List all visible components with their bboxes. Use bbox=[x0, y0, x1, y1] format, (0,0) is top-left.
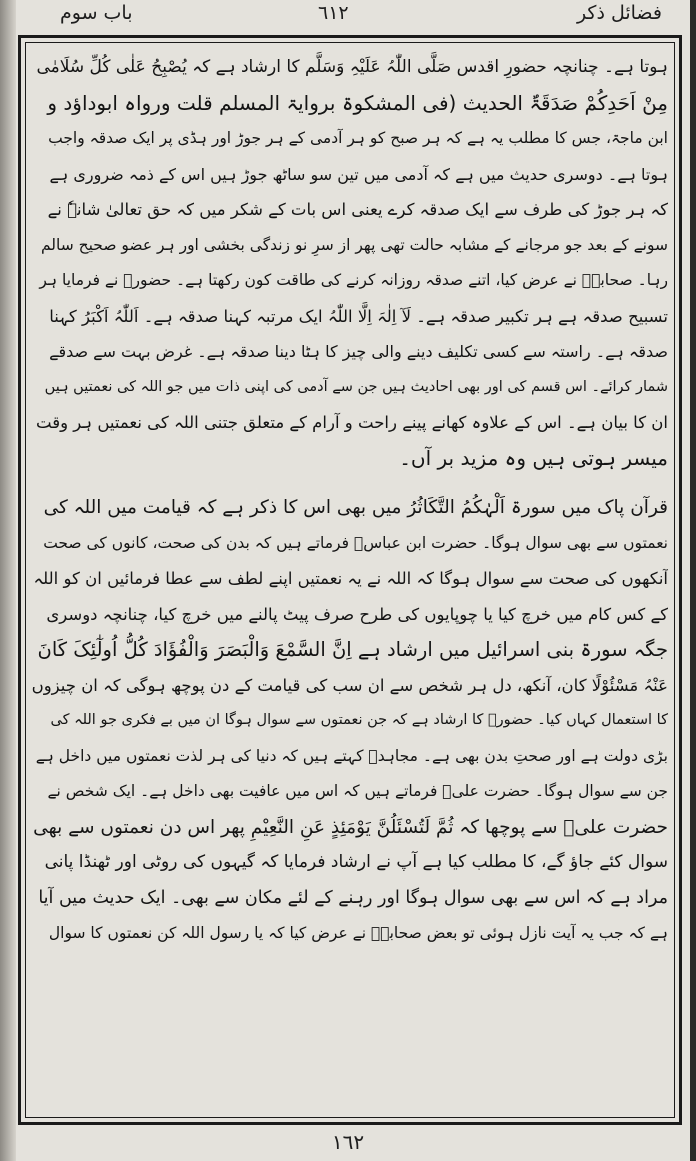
text-line: کے کس کام میں خرچ کیا یا چوپایوں کی طرح صرف پیٹ پالنے میں خرچ کیا، چنانچہ دوسری bbox=[46, 604, 668, 624]
text-line: ہوتا ہے۔ دوسری حدیث میں ہے کہ آدمی میں تین سو ساٹھ جوڑ ہیں اس کے ذمہ ضروری ہے bbox=[49, 164, 668, 184]
text-line: کہ ہر جوڑ کی طرف سے ایک صدقہ کرے یعنی اس بات کے شکر میں کہ حق تعالیٰ شانہٗ نے bbox=[47, 200, 668, 219]
text-line: مراد ہے کہ اس سے بھی سوال ہوگا اور رہنے کے لئے مکان سے بھی۔ ایک حدیث میں آیا bbox=[38, 887, 668, 908]
text-line: حضرت علیؓ سے پوچھا کہ ثُمَّ لَتُسْئَلُنَّ یَوْمَئِذٍ عَنِ النَّعِیْمِ پھر اس دن نعمتوں سے بھی bbox=[33, 816, 668, 838]
text-line: نعمتوں سے بھی سوال ہوگا۔ حضرت ابن عباسؓ فرماتے ہیں کہ بدن کی صحت، کانوں کی صحت bbox=[43, 533, 668, 552]
text-line: ہوتا ہے۔ چنانچہ حضورِ اقدس صَلَّی اللّٰہُ عَلَیْہِ وَسَلَّم کا ارشاد ہے کہ یُصْبِحُ عَلٰی کُلِّ سُلَامٰی bbox=[36, 57, 668, 77]
text-line: سونے کے بعد جو مرجانے کے مشابہ حالت تھی پھر از سرِ نو زندگی بخشی اور ہر عضو صحیح سالم bbox=[40, 235, 668, 254]
text-line: ہے کہ جب یہ آیت نازل ہوئی تو بعض صحابہؓ نے عرض کیا کہ یا رسول اللہ کن نعمتوں کا سوال bbox=[48, 924, 668, 942]
text-line: شمار کرائے۔ اس قسم کی اور بھی احادیث ہیں جن سے آدمی کی اپنی ذات میں جو اللہ کی نعمتیں ہیں bbox=[44, 378, 668, 395]
spine-shadow bbox=[0, 0, 16, 1161]
book-title: فضائل ذکر bbox=[576, 2, 662, 24]
text-line: جن سے سوال ہوگا۔ حضرت علیؓ فرماتے ہیں کہ اس میں عافیت بھی داخل ہے۔ ایک شخص نے bbox=[47, 782, 668, 800]
text-line: کا استعمال کہاں کیا۔ حضورؐ کا ارشاد ہے کہ جن نعمتوں سے سوال ہوگا ان میں بے فکری جو اللہ کی bbox=[50, 712, 668, 728]
text-line: مِنْ اَحَدِکُمْ صَدَقَۃٌ الحدیث (فی المشکوۃ بروایۃ المسلم قلت ورواہ ابوداؤد و bbox=[47, 90, 668, 115]
text-line: سوال کئے جاؤ گے، کا مطلب کیا ہے آپ نے ارشاد فرمایا کہ گیہوں کی روٹی اور ٹھنڈا پانی bbox=[44, 852, 668, 872]
page-number-bottom: ١٦٢ bbox=[331, 1130, 365, 1154]
text-line: آنکھوں کی صحت سے سوال ہوگا کہ اللہ نے یہ نعمتیں اپنے لطف سے عطا فرمائیں ان کو اللہ bbox=[33, 569, 668, 588]
paragraph-2 bbox=[32, 490, 668, 952]
text-line: رہا۔ صحابہؓ نے عرض کیا، اتنے صدقہ روزانہ کرنے کی طاقت کون رکھتا ہے۔ حضورؐ نے فرمایا ہر bbox=[39, 271, 668, 289]
text-line: قرآن پاک میں سورۃ اَلْہٰکُمُ التَّکَاثُرُ میں بھی اس کا ذکر ہے کہ قیامت میں اللہ کی bbox=[43, 497, 668, 518]
text-line: جگہ سورۃ بنی اسرائیل میں ارشاد ہے اِنَّ السَّمْعَ وَالْبَصَرَ وَالْفُؤَادَ کُلُّ اُولٰٓئِکَ کَانَ bbox=[37, 638, 668, 661]
text-line: ابن ماجۃ، جس کا مطلب یہ ہے کہ ہر صبح کو ہر آدمی کے ہر جوڑ اور ہڈی پر ایک صدقہ واجب bbox=[48, 129, 668, 147]
chapter-heading: باب سوم bbox=[60, 2, 133, 24]
text-line: ان کا بیان ہے۔ اس کے علاوہ کھانے پینے راحت و آرام کے متعلق جتنی اللہ کی نعمتیں ہر وقت bbox=[36, 413, 668, 432]
page-number-top: ٦١٢ bbox=[318, 2, 349, 24]
body-text bbox=[32, 50, 668, 1112]
text-line: بڑی دولت ہے اور صحتِ بدن بھی ہے۔ مجاہدؒ کہتے ہیں کہ دنیا کی ہر لذت نعمتوں میں داخل ہے bbox=[35, 746, 668, 765]
paragraph-1 bbox=[32, 50, 668, 476]
text-line: صدقہ ہے۔ راستہ سے کسی تکلیف دینے والی چیز کا ہٹا دینا صدقہ ہے۔ غرض بہت سے صدقے bbox=[49, 342, 668, 361]
text-line: تسبیح صدقہ ہے ہر تکبیر صدقہ ہے۔ لَآ اِلٰہَ اِلَّا اللّٰہُ ایک مرتبہ کہنا صدقہ ہے۔ اَللّٰہُ اَکْبَرُ کہنا bbox=[49, 306, 668, 326]
text-line: میسر ہوتی ہیں وہ مزید بر آں۔ bbox=[399, 445, 668, 470]
text-line: عَنْہُ مَسْئُوْلًا کان، آنکھ، دل ہر شخص سے ان سب کی قیامت کے دن پوچھ ہوگی کہ ان چیزوں bbox=[32, 675, 668, 695]
